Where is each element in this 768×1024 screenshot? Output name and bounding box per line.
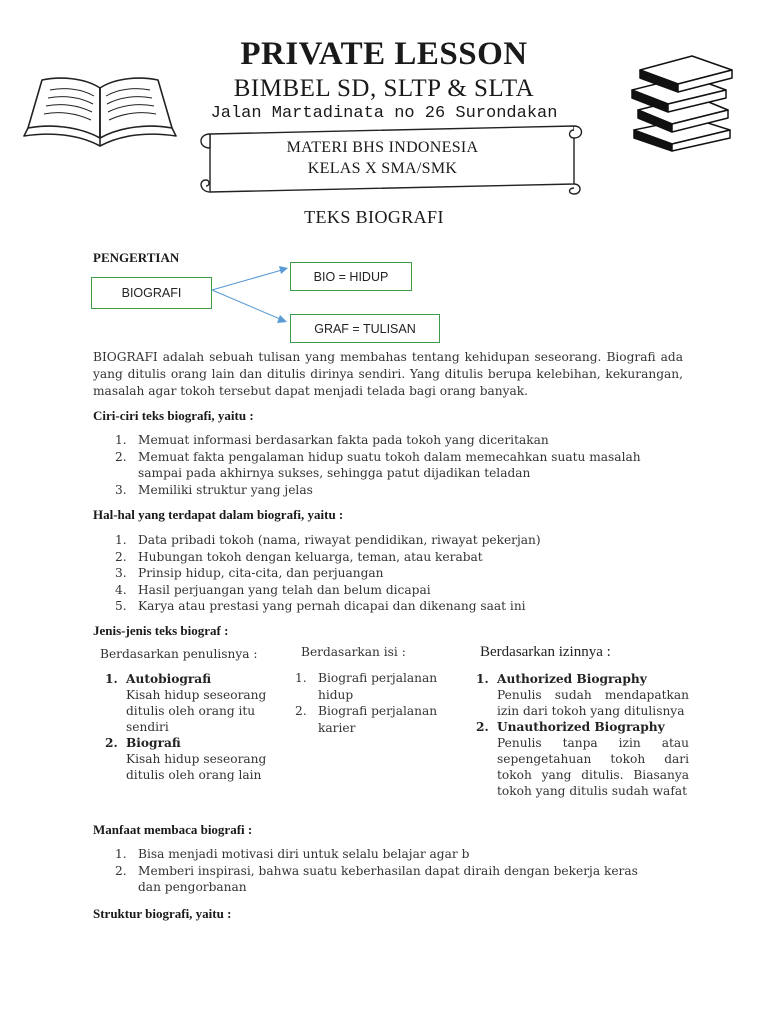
scroll-line-1: MATERI BHS INDONESIA (286, 139, 479, 156)
scroll-line-2: KELAS X SMA/SMK (307, 160, 458, 177)
halhal-list (93, 532, 683, 615)
list-item: 2. Biografi perjalanan karier (295, 704, 438, 735)
list-item: 5. Karya atau prestasi yang pernah dicapai dan dikenang saat ini (115, 599, 526, 613)
list-item: 2. Biografi Kisah hidup seseorang ditulis oleh orang lain (105, 736, 267, 782)
list-item: 1. Biografi perjalanan hidup (295, 671, 438, 702)
column-heading-penulis: Berdasarkan penulisnya : (100, 647, 258, 661)
list-item: 3. Prinsip hidup, cita-cita, dan perjuangan (115, 566, 384, 580)
section-heading-halhal: Hal-hal yang terdapat dalam biografi, yaitu : (93, 507, 344, 522)
arrows (210, 262, 290, 326)
section-heading-jenis: Jenis-jenis teks biograf : (93, 623, 229, 638)
section-heading-manfaat: Manfaat membaca biografi : (93, 822, 253, 837)
section-heading-ciri: Ciri-ciri teks biografi, yaitu : (93, 408, 254, 423)
list-item: 2. Memberi inspirasi, bahwa suatu keberhasilan dapat diraih dengan bekerja keras dan pengorbanan (115, 863, 638, 894)
box-graf-tulisan: GRAF = TULISAN (290, 314, 440, 343)
list-item: 1. Memuat informasi berdasarkan fakta pada tokoh yang diceritakan (115, 433, 549, 447)
section-heading-struktur: Struktur biografi, yaitu : (93, 906, 232, 921)
column-heading-izin: Berdasarkan izinnya : (480, 644, 611, 660)
jenis-isi-list (273, 670, 453, 736)
page-subtitle: BIMBEL SD, SLTP & SLTA (233, 75, 535, 102)
list-item: 2. Hubungan tokoh dengan keluarga, teman, atau kerabat (115, 549, 483, 564)
section-heading-pengertian: PENGERTIAN (93, 250, 180, 265)
box-bio-hidup: BIO = HIDUP (290, 262, 412, 291)
list-item: 2. Unauthorized Biography Penulis tanpa izin atau sepengetahuan tokoh dari tokoh yang ditulis. Biasanya tokoh yang ditulis sudah wafat (476, 720, 689, 798)
jenis-izin-list (474, 671, 689, 799)
list-item: 3. Memiliki struktur yang jelas (115, 482, 313, 497)
column-heading-isi: Berdasarkan isi : (301, 645, 406, 659)
list-item: 1. Autobiografi Kisah hidup seseorang ditulis oleh orang itu sendiri (105, 672, 267, 734)
list-item: 1. Bisa menjadi motivasi diri untuk selalu belajar agar b (115, 847, 470, 861)
list-item: 4. Hasil perjuangan yang telah dan belum dicapai (115, 582, 431, 597)
page-title: PRIVATE LESSON (240, 36, 528, 72)
ciri-list (93, 432, 683, 498)
list-item: 1. Authorized Biography Penulis sudah mendapatkan izin dari tokoh yang ditulisnya (476, 672, 689, 718)
manfaat-list (93, 846, 683, 896)
list-item: 2. Memuat fakta pengalaman hidup suatu tokoh dalam memecahkan suatu masalah sampai pada akhirnya sukses, sehingga patut dijadikan teladan (115, 449, 641, 480)
jenis-penulis-list (103, 671, 268, 783)
pengertian-paragraph: BIOGRAFI adalah sebuah tulisan yang membahas tentang kehidupan seseorang. Biografi ada yang ditulis orang lain dan ditulis dirinya sendiri. Yang ditulis berupa kelebihan, kekurangan, masalah agar tokoh tersebut dapat menjadi telada bagi orang banyak. (93, 350, 683, 398)
document-title: TEKS BIOGRAFI (304, 207, 444, 227)
address: Jalan Martadinata no 26 Surondakan (210, 104, 558, 123)
list-item: 1. Data pribadi tokoh (nama, riwayat pendidikan, riwayat pekerjan) (115, 533, 541, 547)
box-biografi: BIOGRAFI (91, 277, 212, 309)
